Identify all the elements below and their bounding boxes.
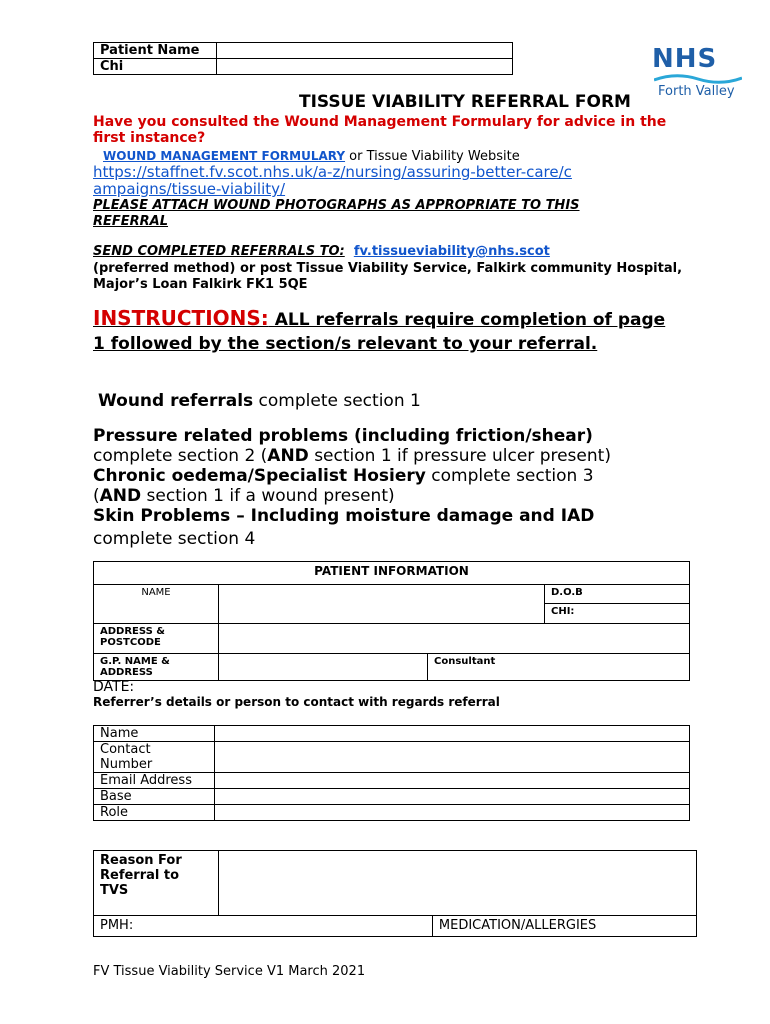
patient-name-label: Patient Name: [94, 43, 217, 59]
referrer-email-label: Email Address: [94, 773, 215, 789]
referrer-contact-text: Contact Number: [100, 742, 153, 772]
dob-label[interactable]: D.O.B: [545, 585, 690, 604]
referrer-row: [94, 805, 690, 821]
name-label: NAME: [94, 585, 219, 624]
skin-text: complete section 4: [93, 529, 256, 549]
reason-table: [93, 850, 697, 937]
and-text-2: AND: [99, 486, 142, 506]
referrer-name-field[interactable]: [215, 726, 690, 742]
send-label: SEND COMPLETED REFERRALS TO:: [93, 244, 345, 259]
pressure-label: Pressure related problems (including friction/shear): [93, 426, 593, 446]
patient-name-field[interactable]: [217, 43, 513, 59]
and-text-1: AND: [267, 446, 309, 466]
instructions: [93, 306, 673, 356]
skin-label: Skin Problems – Including moisture damage and IAD: [93, 506, 595, 526]
chi-label: Chi: [94, 59, 217, 75]
referrer-heading: Referrer’s details or person to contact with regards referral: [93, 695, 500, 709]
pressure-text-1: complete section 2 (: [93, 446, 268, 466]
patient-id-table: [93, 42, 513, 75]
reason-label-text: Reason For Referral to TVS: [100, 853, 182, 898]
oedema-text: complete section 3: [425, 466, 594, 486]
post-address: (preferred method) or post Tissue Viability Service, Falkirk community Hospital, Major’s Loan Falkirk FK1 5QE: [93, 261, 683, 292]
oedema-text-2: section 1 if a wound present): [141, 486, 395, 506]
address-label: ADDRESS & POSTCODE: [94, 624, 219, 654]
wound-section-line: [98, 391, 421, 411]
referrer-email-field[interactable]: [215, 773, 690, 789]
chi-info-label[interactable]: CHI:: [545, 604, 690, 624]
referrer-table: [93, 725, 690, 821]
gp-label: G.P. NAME & ADDRESS: [94, 654, 219, 681]
referrer-role-label: Role: [94, 805, 215, 821]
name-field[interactable]: [219, 585, 545, 624]
referrer-row: [94, 789, 690, 805]
instructions-heading: INSTRUCTIONS:: [93, 306, 269, 330]
address-field[interactable]: [219, 624, 690, 654]
nhs-logo-text: NHS: [652, 44, 718, 74]
attach-photos-note: PLEASE ATTACH WOUND PHOTOGRAPHS AS APPROPRIATE TO THIS REFERRAL: [93, 198, 580, 229]
wound-referrals-text: complete section 1: [253, 391, 421, 411]
date-label: DATE:: [93, 679, 135, 695]
formulary-line: [103, 149, 520, 164]
footer: FV Tissue Viability Service V1 March 2021: [93, 964, 366, 979]
sections-guide: [93, 426, 713, 549]
gp-field[interactable]: [219, 654, 428, 681]
consultant-label[interactable]: Consultant: [428, 654, 690, 681]
logo-region-text: Forth Valley: [658, 84, 735, 99]
website-link[interactable]: https://staffnet.fv.scot.nhs.uk/a-z/nursing/assuring-better-care/campaigns/tissue-viability/: [93, 163, 572, 198]
reason-label: [94, 851, 219, 916]
email-link[interactable]: fv.tissueviability@nhs.scot: [353, 244, 550, 259]
send-referrals-line: [93, 244, 550, 259]
pmh-label[interactable]: PMH:: [94, 916, 433, 937]
oedema-label: Chronic oedema/Specialist Hosiery: [93, 466, 426, 486]
formulary-question: Have you consulted the Wound Management Formulary for advice in the first instance?: [93, 114, 667, 146]
chi-field[interactable]: [217, 59, 513, 75]
referrer-contact-label: [94, 742, 215, 773]
reason-field[interactable]: [219, 851, 697, 916]
referrer-base-label: Base: [94, 789, 215, 805]
referrer-contact-field[interactable]: [215, 742, 690, 773]
patient-info-heading: PATIENT INFORMATION: [94, 562, 690, 585]
formulary-link[interactable]: WOUND MANAGEMENT FORMULARY: [103, 149, 346, 163]
referrer-base-field[interactable]: [215, 789, 690, 805]
instructions-text: ALL referrals require completion of page 1 followed by the section/s relevant to your referral.: [93, 310, 666, 354]
referrer-row: [94, 742, 690, 773]
page-title: TISSUE VIABILITY REFERRAL FORM: [299, 92, 631, 112]
referrer-row: [94, 773, 690, 789]
patient-information-table: [93, 561, 690, 681]
logo-wave-icon: [654, 74, 742, 84]
referrer-role-field[interactable]: [215, 805, 690, 821]
formulary-suffix: or Tissue Viability Website: [345, 149, 520, 164]
wound-referrals-label: Wound referrals: [98, 391, 254, 411]
referrer-name-label: Name: [94, 726, 215, 742]
pressure-text-2: section 1 if pressure ulcer present): [308, 446, 611, 466]
medication-label[interactable]: MEDICATION/ALLERGIES: [432, 916, 696, 937]
oedema-paren: (: [93, 486, 100, 506]
referrer-row: [94, 726, 690, 742]
